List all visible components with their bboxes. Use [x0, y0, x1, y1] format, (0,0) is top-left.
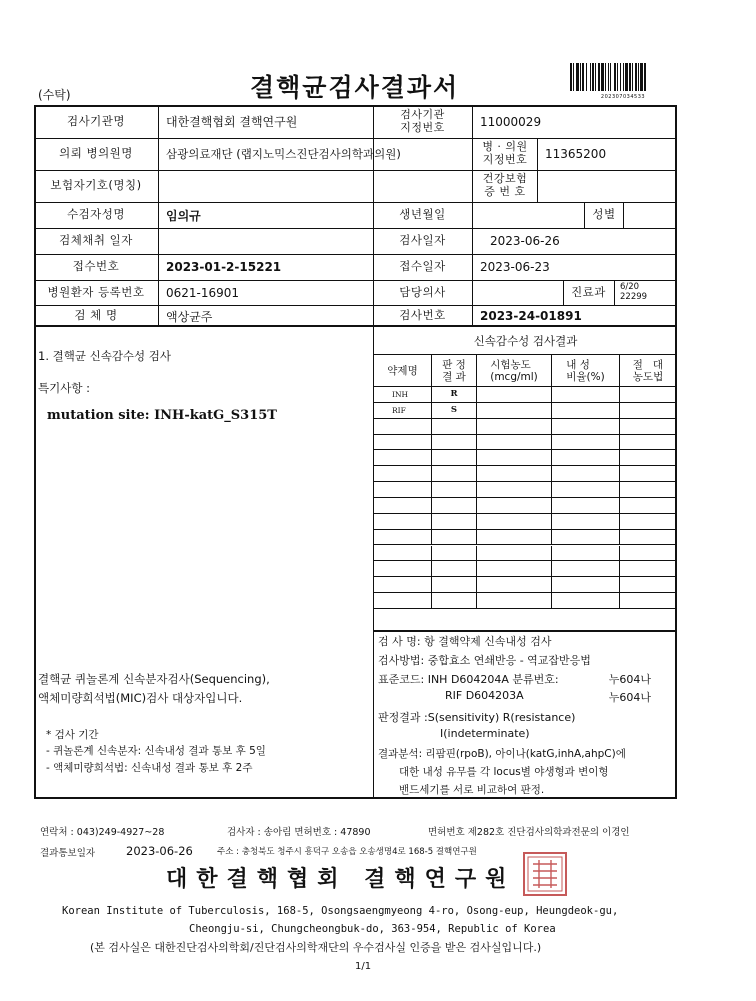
- barcode-bar: [638, 63, 639, 91]
- barcode-bar: [601, 63, 604, 91]
- sus-table-cell: [477, 498, 552, 514]
- sus-table-cell: [432, 561, 477, 577]
- hosp-label: 의뢰 병의원명: [59, 146, 133, 161]
- sus-table-cell: [620, 514, 677, 530]
- barcode-bar: [625, 63, 628, 91]
- sus-table-cell: [374, 498, 432, 514]
- sus-table-cell: [620, 419, 677, 435]
- sus-table-cell: [374, 593, 432, 609]
- english-address-2: Cheongju-si, Chungcheongbuk-do, 363-954, Republic of Korea: [189, 923, 556, 935]
- dept-label: 진료과: [571, 284, 606, 299]
- document-title: 결핵균검사결과서: [250, 73, 460, 102]
- barcode-bar: [570, 63, 572, 91]
- sus-table-cell: [552, 546, 620, 562]
- sus-table-cell: INH: [374, 387, 432, 403]
- sus-table-cell: [477, 577, 552, 593]
- specialist: 면허번호 제282호 진단검사의학과전문의 이경인: [428, 827, 630, 838]
- sus-table-cell: [620, 387, 677, 403]
- sus-table-cell: [552, 387, 620, 403]
- sus-table-cell: [374, 466, 432, 482]
- address: 주소 : 충청북도 청주시 흥덕구 오송읍 오송생명4로 168-5 결핵연구원: [217, 847, 477, 857]
- barcode-bar: [614, 63, 616, 91]
- sus-table-cell: [477, 450, 552, 466]
- sus-table-cell: R: [432, 387, 477, 403]
- receipt-no-value: 2023-01-2-15221: [166, 260, 282, 274]
- sus-table-cell: [552, 482, 620, 498]
- sus-table-cell: [552, 514, 620, 530]
- sus-header-cell: 판 정 결 과: [432, 355, 477, 387]
- sus-table-cell: [432, 482, 477, 498]
- note-line-2: 액체미량희석법(MIC)검사 대상자입니다.: [38, 691, 243, 705]
- sus-table-cell: [432, 419, 477, 435]
- barcode-bar: [610, 63, 611, 91]
- sus-table-cell: [552, 577, 620, 593]
- sus-table-cell: [374, 514, 432, 530]
- sus-table-cell: [432, 466, 477, 482]
- tester: 검사자 : 송아림 면허번호 : 47890: [227, 827, 371, 838]
- sus-table-cell: [432, 514, 477, 530]
- barcode-bar: [644, 63, 646, 91]
- sus-table-cell: [477, 466, 552, 482]
- receipt-date-label: 접수일자: [399, 259, 446, 274]
- sus-table-cell: [620, 466, 677, 482]
- dept-value: 6/20 22299: [620, 282, 648, 302]
- sus-table-cell: [477, 561, 552, 577]
- method-line-7: 결과분석: 리팜핀(rpoB), 아이나(katG,inhA,ahpC)에: [378, 748, 626, 760]
- method-line-1: 검 사 명: 항 결핵약제 신속내성 검사: [378, 635, 552, 648]
- sus-table-cell: [552, 466, 620, 482]
- barcode-bar: [592, 63, 594, 91]
- sus-table-cell: S: [432, 403, 477, 419]
- inst-no-label: 검사기관 지정번호: [400, 107, 445, 134]
- official-seal: [523, 852, 567, 896]
- sus-header-cell: 절 대 농도법: [620, 355, 677, 387]
- barcode-bar: [595, 63, 596, 91]
- sus-table-cell: [620, 498, 677, 514]
- sus-table-cell: [432, 577, 477, 593]
- sus-table-cell: [552, 450, 620, 466]
- test-date-value: 2023-06-26: [490, 234, 560, 248]
- barcode-bar: [605, 63, 606, 91]
- doctor-label: 담당의사: [399, 284, 446, 299]
- inst-value: 대한결핵협회 결핵연구원: [166, 115, 298, 129]
- test-date-label: 검사일자: [399, 233, 446, 248]
- item-title: 1. 결핵균 신속감수성 검사: [38, 349, 172, 363]
- english-address-1: Korean Institute of Tuberculosis, 168-5, Osongsaengmyeong 4-ro, Osong-eup, Heungdeok-gu,: [62, 905, 619, 917]
- sus-table-cell: [432, 435, 477, 451]
- sus-table-cell: [374, 419, 432, 435]
- sus-table-title: 신속감수성 검사결과: [374, 327, 677, 355]
- sus-table-cell: [552, 498, 620, 514]
- sus-table-cell: [552, 593, 620, 609]
- sus-table-cell: [620, 530, 677, 546]
- period-title: * 검사 기간: [46, 729, 99, 741]
- method-line-3: 표준코드: INH D604204A 분류번호: 누604나: [378, 673, 651, 686]
- sus-table-cell: [477, 419, 552, 435]
- period-line-2: - 액체미량희석법: 신속내성 결과 통보 후 2주: [46, 762, 253, 774]
- insurer-label: 보험자기호(명칭): [50, 178, 142, 193]
- sus-table-cell: [620, 593, 677, 609]
- barcode-bar: [608, 63, 609, 91]
- reg-label: 병원환자 등록번호: [47, 284, 145, 299]
- sus-table-cell: [620, 546, 677, 562]
- sus-table-cell: [374, 561, 432, 577]
- page-number: 1/1: [355, 961, 372, 972]
- sus-table-cell: [552, 530, 620, 546]
- sus-table-cell: [374, 482, 432, 498]
- method-line-5: 판정결과 :S(sensitivity) R(resistance): [378, 711, 576, 724]
- barcode-bar: [635, 63, 637, 91]
- org-name: 대한결핵협회 결핵연구원: [166, 866, 516, 892]
- barcode-bar: [617, 63, 618, 91]
- specimen-label: 검 체 명: [74, 308, 118, 323]
- sus-table-cell: [477, 403, 552, 419]
- barcode-bar: [580, 63, 581, 91]
- sus-table-cell: [477, 530, 552, 546]
- barcode-bar: [582, 63, 584, 91]
- sus-table-cell: [552, 561, 620, 577]
- barcode-bar: [640, 63, 643, 91]
- hosp-no-value: 11365200: [545, 147, 607, 161]
- sus-table-cell: [374, 577, 432, 593]
- sus-table-cell: [552, 403, 620, 419]
- sus-table-cell: [620, 403, 677, 419]
- sus-table-cell: RIF: [374, 403, 432, 419]
- notify-date: 2023-06-26: [126, 844, 193, 858]
- sus-table-cell: [477, 435, 552, 451]
- barcode-bar: [620, 63, 621, 91]
- specimen-value: 액상균주: [166, 309, 213, 324]
- sus-table-cell: [620, 577, 677, 593]
- method-line-2: 검사방법: 중합효소 연쇄반응 - 역교잡반응법: [378, 654, 591, 667]
- sus-table-cell: [432, 450, 477, 466]
- hosp-no-label: 병 · 의원 지정번호: [482, 140, 528, 166]
- patient-label: 수검자성명: [66, 207, 126, 222]
- barcode-bar: [629, 63, 631, 91]
- method-line-9: 밴드세기를 서로 비교하여 판정.: [399, 784, 545, 796]
- reg-value: 0621-16901: [166, 285, 240, 300]
- sus-table-cell: [374, 435, 432, 451]
- method-line-6: I(indeterminate): [440, 727, 530, 740]
- sus-table-cell: [552, 435, 620, 451]
- sus-table-cell: [620, 435, 677, 451]
- sus-table-cell: [620, 482, 677, 498]
- health-no-label: 건강보험 증 번 호: [482, 172, 528, 198]
- sus-table-cell: [432, 530, 477, 546]
- barcode-bar: [598, 63, 600, 91]
- sus-table-cell: [374, 530, 432, 546]
- method-line-4: RIF D604203A 누604나: [445, 689, 651, 704]
- collect-label: 검체채취 일자: [59, 233, 133, 248]
- sus-table-cell: [477, 482, 552, 498]
- barcode-bar: [573, 63, 574, 91]
- method-line-8: 대한 내성 유무를 각 locus별 야생형과 변이형: [399, 766, 609, 778]
- sus-header-cell: 시험농도 (mcg/ml): [477, 355, 552, 387]
- sus-header-cell: 약제명: [374, 355, 432, 387]
- sus-table-cell: [432, 546, 477, 562]
- certification: (본 검사실은 대한진단검사의학회/진단검사의학재단의 우수검사실 인증을 받은 검사실입니다.): [90, 941, 542, 954]
- sus-table: [374, 355, 677, 629]
- receipt-mark: (수탁): [38, 88, 71, 102]
- barcode-bar: [586, 63, 587, 91]
- receipt-no-label: 접수번호: [72, 259, 120, 274]
- sus-table-cell: [620, 561, 677, 577]
- hosp-value: 삼광의료재단 (랩지노믹스진단검사의학과의원): [166, 147, 401, 161]
- sus-table-cell: [374, 546, 432, 562]
- special-label: 특기사항 :: [38, 381, 90, 395]
- sus-table-cell: [477, 387, 552, 403]
- sus-header-cell: 내 성 비율(%): [552, 355, 620, 387]
- contact: 연락처 : 043)249-4927~28: [40, 827, 165, 838]
- inst-label: 검사기관명: [66, 113, 126, 128]
- barcode-bar: [576, 63, 579, 91]
- notify-label: 결과통보일자: [40, 848, 96, 859]
- sus-table-cell: [477, 546, 552, 562]
- barcode: 202307034533: [568, 63, 678, 95]
- sus-table-cell: [374, 450, 432, 466]
- sus-table-cell: [432, 498, 477, 514]
- mutation-site: mutation site: INH-katG_S315T: [47, 408, 277, 423]
- barcode-bar: [632, 63, 633, 91]
- inst-no-value: 11000029: [480, 114, 542, 129]
- sus-table-cell: [477, 593, 552, 609]
- sus-table-cell: [432, 593, 477, 609]
- barcode-bar: [590, 63, 591, 91]
- receipt-date-value: 2023-06-23: [480, 260, 550, 274]
- test-no-value: 2023-24-01891: [480, 309, 582, 323]
- sus-table-cell: [620, 450, 677, 466]
- test-no-label: 검사번호: [399, 308, 446, 323]
- sus-table-cell: [477, 514, 552, 530]
- sus-table-cell: [552, 419, 620, 435]
- note-line-1: 결핵균 퀴놀론계 신속분자검사(Sequencing),: [38, 672, 270, 686]
- sex-label: 성별: [592, 207, 616, 222]
- patient-value: 임의규: [166, 208, 201, 223]
- barcode-bar: [623, 63, 624, 91]
- period-line-1: - 퀴놀론계 신속분자: 신속내성 결과 통보 후 5일: [46, 745, 266, 757]
- birth-label: 생년월일: [399, 207, 446, 222]
